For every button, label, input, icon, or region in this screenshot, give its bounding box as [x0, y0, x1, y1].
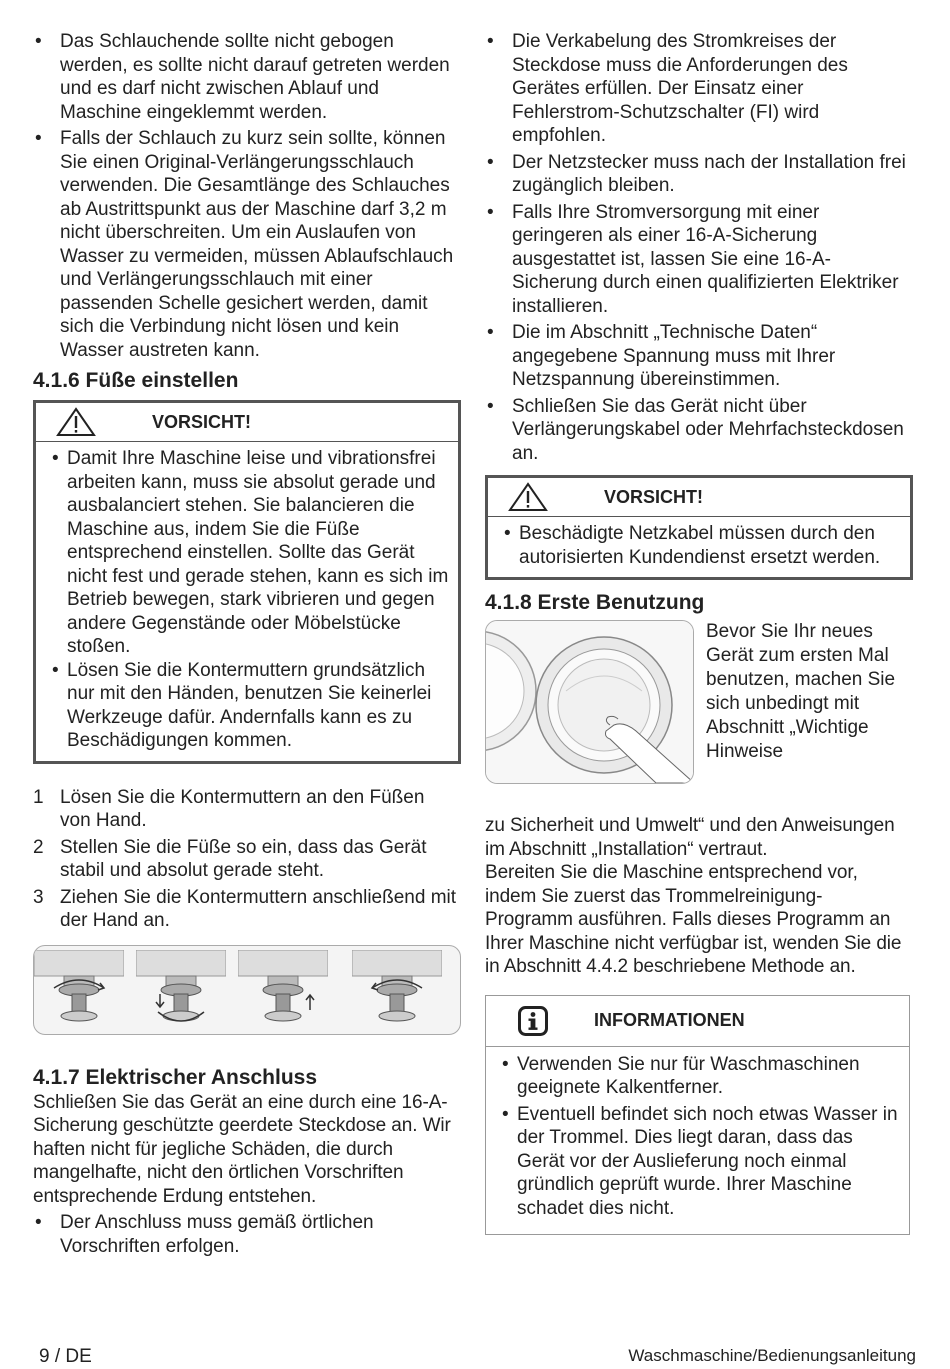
- washer-door-image: [486, 621, 693, 783]
- feet-adjustment-illustration: [33, 945, 461, 1035]
- caution-label: VORSICHT!: [604, 486, 703, 507]
- info-header: [486, 996, 909, 1047]
- foot-panel-3-image: [238, 950, 328, 1030]
- warning-triangle-icon: [508, 482, 548, 512]
- section-title-4-1-6: 4.1.6 Füße einstellen: [33, 369, 239, 392]
- first-use-text-2: Bereiten Sie die Maschine entsprechend vor, indem Sie zuerst das Trommelreinigung-Programm ausführen. Falls dieses Programm an Ihrer Maschine nicht verfügbar ist, wenden Sie die in Abschnitt 4.4.2 beschriebene Methode an.: [485, 862, 902, 977]
- caution-box-cable: [485, 475, 913, 580]
- step-item: [33, 836, 457, 883]
- step-number: 1: [33, 786, 44, 808]
- step-item: [33, 786, 457, 833]
- step-item: [33, 886, 457, 933]
- foot-panel-4-image: [352, 950, 442, 1030]
- electrical-bullet-list: [485, 30, 909, 465]
- list-item: • Damit Ihre Maschine leise und vibrationsfrei arbeiten kann, muss sie absolut gerade und ausbalanciert stehen. Sie balancieren die Maschine aus, indem Sie die Füße entsprechend einstellen. Sollte das Gerät nicht fest und gerade stehen, kann es sich im Betrieb bewegen, stark vibrieren und gegen andere Gegenstände oder Möbelstücke stoßen.: [46, 447, 450, 659]
- connection-bullet-list: [33, 1211, 453, 1258]
- list-item: • Der Netzstecker muss nach der Installation frei zugänglich bleiben.: [485, 151, 909, 198]
- info-label: INFORMATIONEN: [594, 1010, 745, 1030]
- caution-body: [36, 442, 458, 761]
- manual-title: Waschmaschine/Bedienungsanleitung: [628, 1346, 916, 1365]
- list-item: • Die im Abschnitt „Technische Daten“ angegebene Spannung muss mit Ihrer Netzspannung übereinstimmen.: [485, 321, 909, 392]
- warning-triangle-icon: [56, 407, 96, 437]
- list-item: • Verwenden Sie nur für Waschmaschinen geeignete Kalkentferner.: [496, 1053, 899, 1100]
- list-item: • Das Schlauchende sollte nicht gebogen werden, es sollte nicht darauf getreten werden und es darf nicht zwischen Ablauf und Maschine eingeklemmt werden.: [33, 30, 459, 124]
- info-box: [485, 995, 910, 1236]
- foot-panel-1-image: [34, 950, 124, 1030]
- list-item: • Falls Ihre Stromversorgung mit einer geringeren als einer 16-A-Sicherung ausgestattet ist, lassen Sie eine 16-A-Sicherung durch einen qualifizierten Elektriker installieren.: [485, 201, 909, 319]
- info-icon: [518, 1006, 548, 1036]
- info-list: [496, 1053, 899, 1221]
- caution-box-feet: [33, 400, 461, 764]
- caution-header: [36, 403, 458, 442]
- steps-list: [33, 786, 457, 933]
- section-4-1-7-text: Schließen Sie das Gerät an eine durch eine 16-A-Sicherung geschützte geerdete Steckdose an. Wir haften nicht für jegliche Schäden, die durch mangelhafte, nicht den örtlichen Vorschriften entsprechende Erdung entstehen.: [33, 1091, 451, 1207]
- step-text: Stellen Sie die Füße so ein, dass das Gerät stabil und absolut gerade steht.: [60, 836, 427, 881]
- caution-list: [46, 447, 450, 753]
- list-item: • Der Anschluss muss gemäß örtlichen Vorschriften erfolgen.: [33, 1211, 453, 1258]
- caution-header: [488, 478, 910, 517]
- right-column: [485, 30, 913, 1235]
- section-title-4-1-7: 4.1.7 Elektrischer Anschluss: [33, 1065, 318, 1089]
- left-column: [33, 30, 461, 1261]
- page-number: 9 / DE: [39, 1346, 92, 1367]
- list-item: • Falls der Schlauch zu kurz sein sollte, können Sie einen Original-Verlängerungsschlauch verwenden. Die Gesamtlänge des Schlauches ab Austrittspunkt aus der Maschine darf 3,2 m nicht überschreiten. Um ein Auslaufen von Wasser zu vermeiden, müssen Ablaufschlauch und Verlängerungsschlauch mit einer passenden Schelle gesichert werden, damit sich die Verbindung nicht lösen und kein Wasser austreten kann.: [33, 127, 459, 362]
- caution-body: [488, 517, 910, 577]
- info-body: [486, 1047, 909, 1235]
- foot-panel-2-image: [136, 950, 226, 1030]
- list-item: • Schließen Sie das Gerät nicht über Verlängerungskabel oder Mehrfachsteckdosen an.: [485, 395, 909, 466]
- section-title-4-1-8: 4.1.8 Erste Benutzung: [485, 591, 705, 614]
- list-item: • Lösen Sie die Kontermuttern grundsätzlich nur mit den Händen, benutzen Sie keinerlei Werkzeuge dafür. Andernfalls kann es zu Beschädigungen kommen.: [46, 659, 450, 753]
- list-item: • Eventuell befindet sich noch etwas Wasser in der Trommel. Dies liegt daran, dass das Gerät vor der Auslieferung noch einmal gründlich geprüft wurde. Ihrer Maschine schadet dies nicht.: [496, 1103, 899, 1221]
- first-use-side-text: Bevor Sie Ihr neues Gerät zum ersten Mal benutzen, machen Sie sich unbedingt mit Abschnitt „Wichtige Hinweise: [706, 621, 896, 762]
- first-use-text-continued: zu Sicherheit und Umwelt“ und den Anweisungen im Abschnitt „Installation“ vertraut.: [485, 815, 895, 860]
- list-item: • Die Verkabelung des Stromkreises der Steckdose muss die Anforderungen des Gerätes erfüllen. Der Einsatz einer Fehlerstrom-Schutzschalter (FI) wird empfohlen.: [485, 30, 909, 148]
- step-text: Lösen Sie die Kontermuttern an den Füßen von Hand.: [60, 786, 425, 831]
- washer-door-illustration: [485, 620, 694, 784]
- step-number: 2: [33, 836, 44, 858]
- caution-label: VORSICHT!: [152, 411, 251, 432]
- caution-list: [498, 522, 902, 569]
- step-text: Ziehen Sie die Kontermuttern anschließend mit der Hand an.: [60, 886, 457, 931]
- first-use-block: [485, 620, 913, 810]
- list-item: • Beschädigte Netzkabel müssen durch den autorisierten Kundendienst ersetzt werden.: [498, 522, 902, 569]
- hose-bullet-list: [33, 30, 459, 362]
- step-number: 3: [33, 886, 44, 908]
